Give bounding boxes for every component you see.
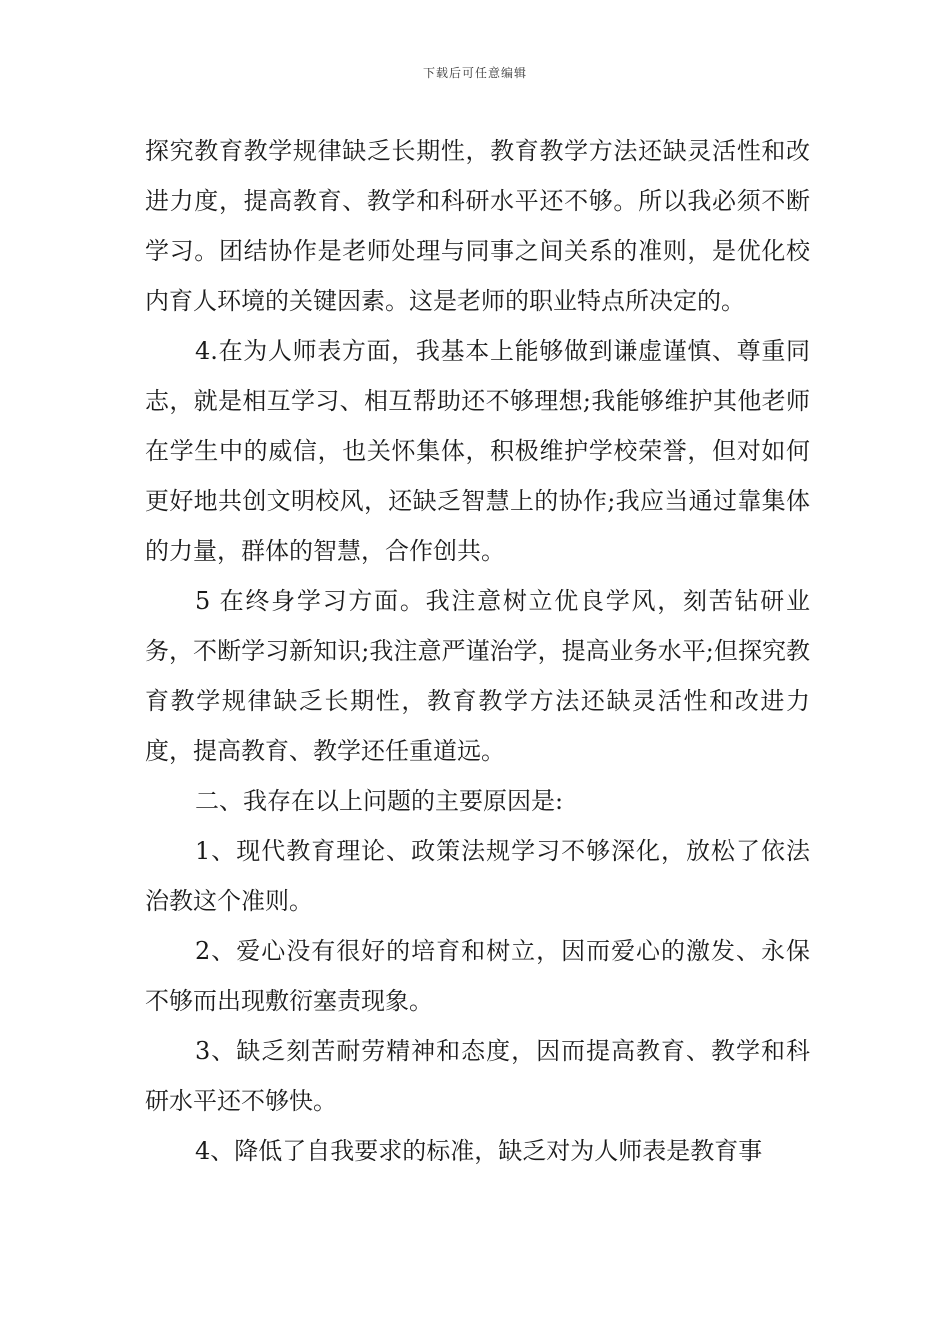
page-header: 下载后可任意编辑 <box>422 66 527 80</box>
paragraph-6: 2、爱心没有很好的培育和树立，因而爱心的激发、永保不够而出现敷衍塞责现象。 <box>145 937 810 1015</box>
paragraph-1: 探究教育教学规律缺乏长期性，教育教学方法还缺灵活性和改进力度，提高教育、教学和科研水平还不够。所以我必须不断学习。团结协作是老师处理与同事之间关系的准则，是优化校内育人环境的关键因素。这是老师的职业特点所决定的。 <box>145 137 810 315</box>
paragraph-8: 4、降低了自我要求的标准，缺乏对为人师表是教育事 <box>195 1137 763 1165</box>
paragraph-4: 二、我存在以上问题的主要原因是: <box>195 787 564 815</box>
paragraph-3: 5 在终身学习方面。我注意树立优良学风，刻苦钻研业务，不断学习新知识;我注意严谨治学，提高业务水平;但探究教育教学规律缺乏长期性，教育教学方法还缺灵活性和改进力度，提高教育、教学还任重道远。 <box>145 587 810 765</box>
paragraph-2: 4.在为人师表方面，我基本上能够做到谦虚谨慎、尊重同志，就是相互学习、相互帮助还不够理想;我能够维护其他老师在学生中的威信，也关怀集体，积极维护学校荣誉，但对如何更好地共创文明校风，还缺乏智慧上的协作;我应当通过靠集体的力量，群体的智慧，合作创共。 <box>145 337 810 565</box>
paragraph-7: 3、缺乏刻苦耐劳精神和态度，因而提高教育、教学和科研水平还不够快。 <box>145 1037 810 1115</box>
paragraph-5: 1、现代教育理论、政策法规学习不够深化，放松了依法治教这个准则。 <box>145 837 810 915</box>
document-body <box>145 126 810 1176</box>
